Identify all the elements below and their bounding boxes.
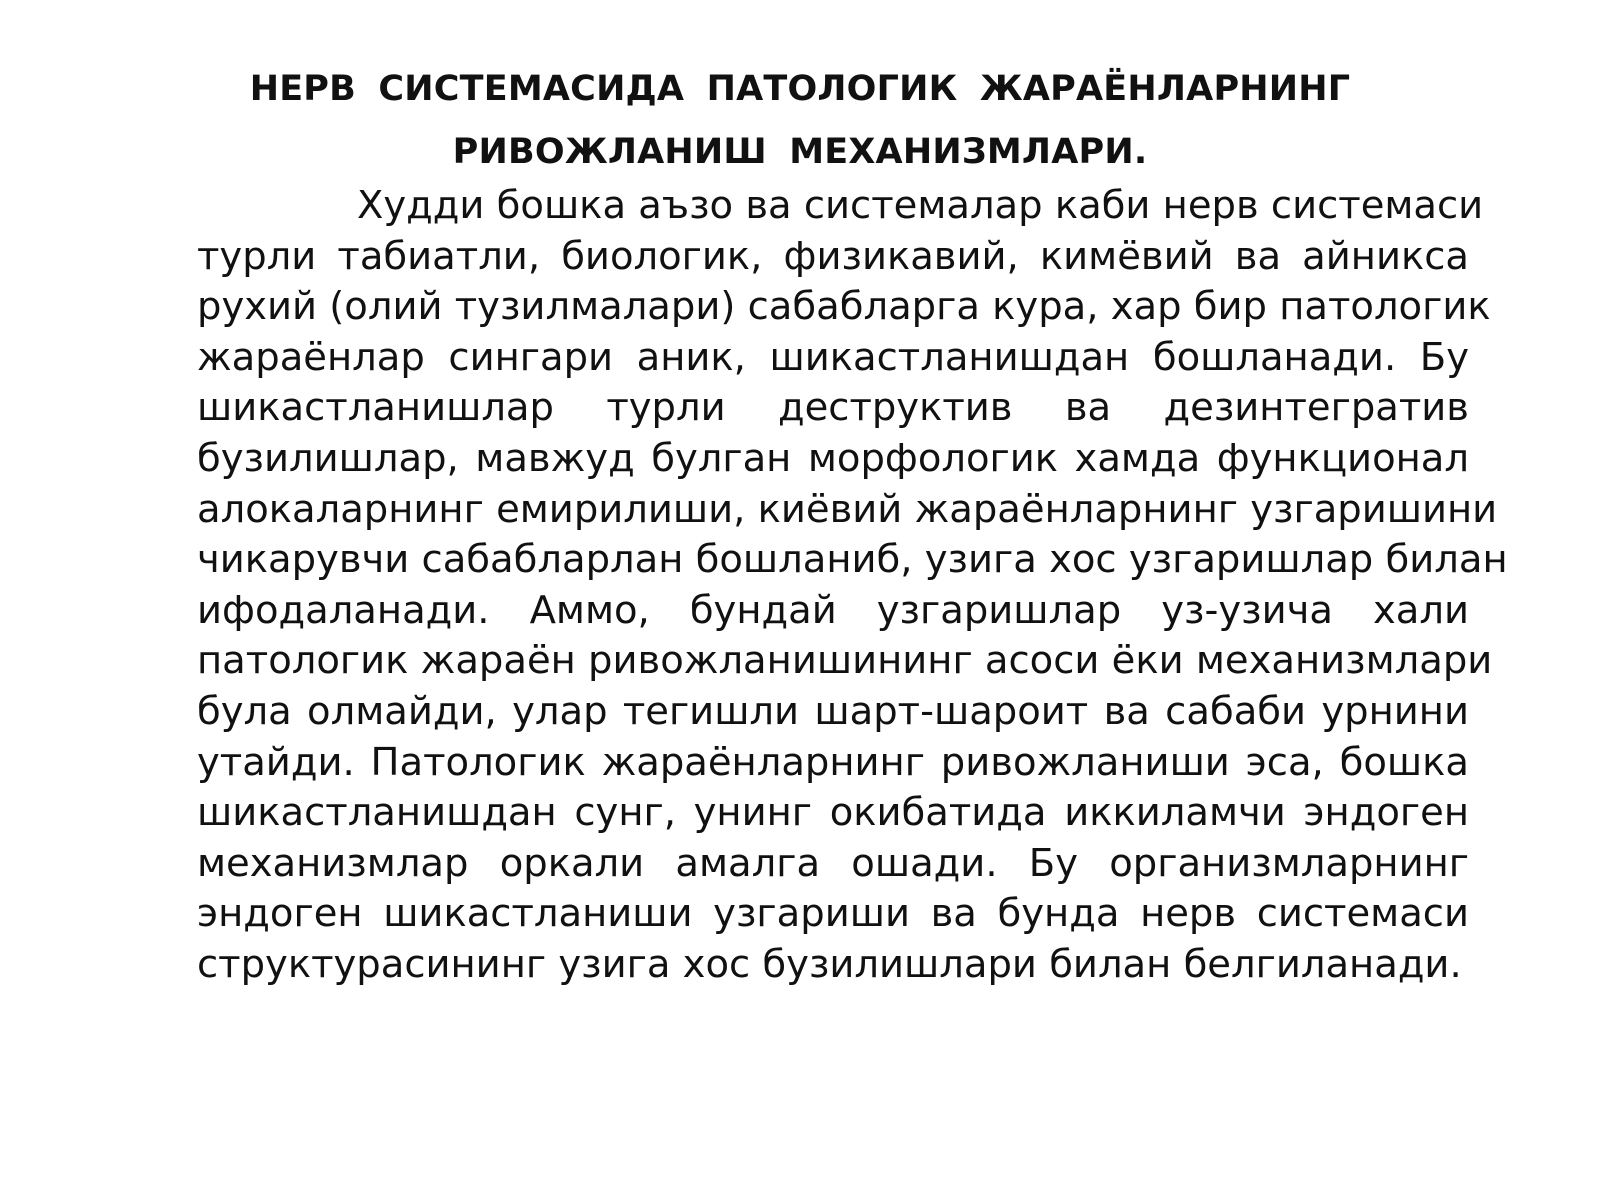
paragraph-line: була олмайди, улар тегишли шарт-шароит ва сабаби урнини (197, 688, 1469, 734)
paragraph-line: ифодаланади. Аммо, бундай узгаришлар уз-узича хали (197, 587, 1469, 633)
paragraph-line: алокаларнинг емирилиши, киёвий жараёнларнинг узгаришини (197, 486, 1498, 532)
paragraph-line: шикастланишдан сунг, унинг окибатида иккиламчи эндоген (197, 790, 1469, 836)
title-line: НЕРВ СИСТЕМАСИДА ПАТОЛОГИК ЖАРАЁНЛАРНИНГ (249, 69, 1351, 109)
paragraph-line: Худди бошка аъзо ва системалар каби нерв системаси (357, 183, 1484, 228)
document-title (180, 58, 1420, 184)
paragraph-line: бузилишлар, мавжуд булган морфологик хамда функционал (197, 435, 1469, 481)
body-paragraph (197, 181, 1508, 991)
paragraph-line: рухий (олий тузилмалари) сабабларга кура, хар бир патологик (197, 284, 1491, 330)
paragraph-line: эндоген шикастланиши узгариши ва бунда нерв системаси (197, 891, 1469, 937)
paragraph-line: утайди. Патологик жараёнларнинг ривожланиши эса, бошка (197, 739, 1469, 785)
paragraph-line: чикарувчи сабабларлан бошланиб, узига хос узгаришлар билан (197, 537, 1508, 583)
paragraph-line: шикастланишлар турли деструктив ва дезинтегратив (197, 385, 1469, 431)
title-line: РИВОЖЛАНИШ МЕХАНИЗМЛАРИ. (452, 132, 1148, 172)
paragraph-line: жараёнлар сингари аник, шикастланишдан бошланади. Бу (197, 334, 1469, 380)
paragraph-line: структурасининг узига хос бузилишлари билан белгиланади. (197, 941, 1462, 987)
paragraph-line: турли табиатли, биологик, физикавий, кимёвий ва айникса (197, 233, 1469, 279)
paragraph-line: механизмлар оркали амалга ошади. Бу организмларнинг (197, 840, 1469, 886)
paragraph-line: патологик жараён ривожланишининг асоси ёки механизмлари (197, 638, 1493, 684)
